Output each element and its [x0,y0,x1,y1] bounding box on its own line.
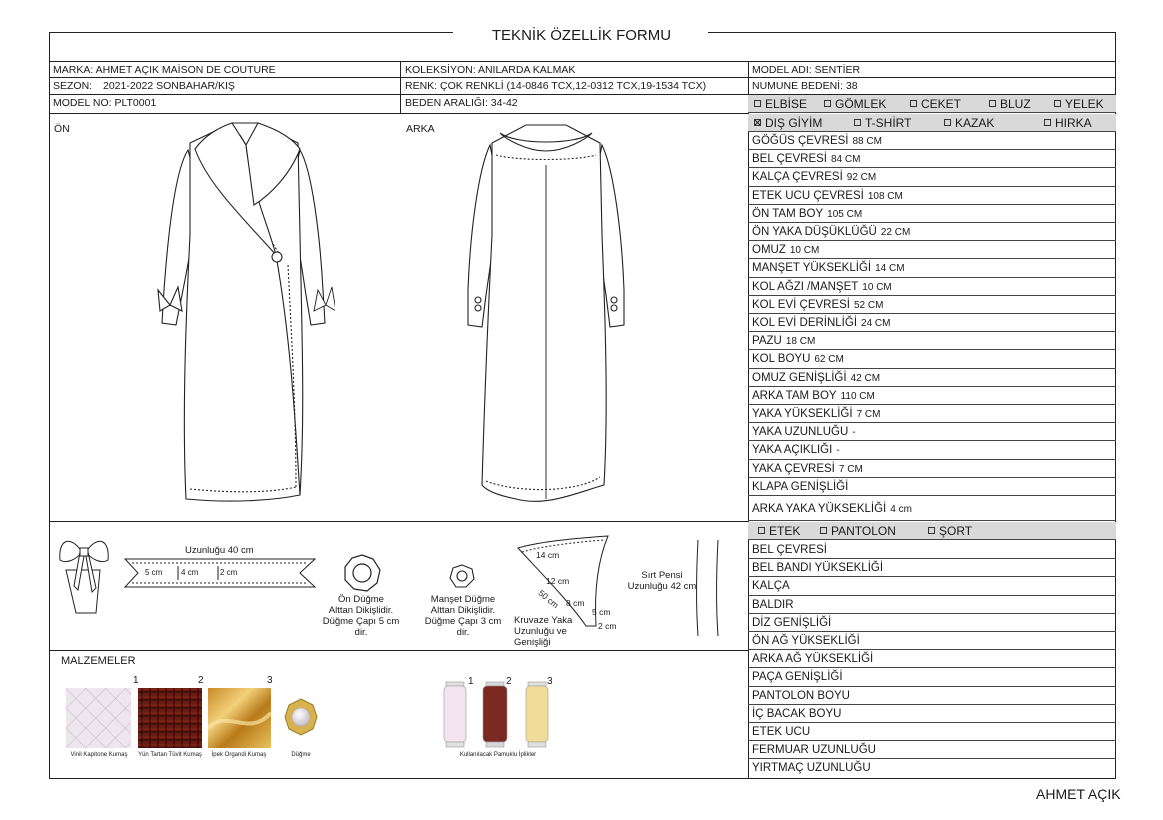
measurement-row[interactable]: KALÇA [748,577,1116,595]
bottom-type-etek[interactable]: ETEK [758,524,800,538]
front-view-label: ÖN [54,123,70,135]
measurement-row[interactable]: FERMUAR UZUNLUĞU [748,741,1116,759]
thread-spools [440,680,552,750]
outer-frame-top-left [49,32,453,33]
pearl-button-swatch [283,697,319,737]
details-top-line [49,521,749,522]
measurement-row[interactable]: ARKA YAKA YÜKSEKLİĞİ 4 cm [748,496,1116,521]
measurement-row[interactable]: YAKA UZUNLUĞU - [748,423,1116,441]
checkbox-icon [824,100,831,107]
garment-type-kazak[interactable]: KAZAK [944,116,994,130]
measurement-row[interactable]: BALDIR [748,596,1116,614]
measurement-row[interactable]: ARKA TAM BOY 110 CM [748,387,1116,405]
fabric-number-2: 2 [198,675,204,686]
front-button-sketch [342,553,382,593]
measurement-row[interactable]: PAZU 18 CM [748,332,1116,350]
button-label: Düğme [291,752,311,758]
brand-field: MARKA: AHMET AÇIK MAİSON DE COUTURE [53,64,276,76]
garment-type-yelek[interactable]: YELEK [1054,97,1104,111]
measurement-row[interactable]: BEL ÇEVRESİ [748,541,1116,559]
header-line-2 [49,77,1116,78]
quilted-fabric-swatch [66,688,131,748]
checkbox-icon [754,100,761,107]
garment-type-bluz[interactable]: BLUZ [989,97,1031,111]
bottom-type-sort[interactable]: ŞORT [928,524,972,538]
measurement-row[interactable]: DİZ GENİŞLİĞİ [748,614,1116,632]
measurement-row[interactable]: İÇ BACAK BOYU [748,705,1116,723]
measurement-row[interactable]: ETEK UCU [748,723,1116,741]
bow-detail-sketch [56,530,112,616]
collar-caption: Kruvaze Yaka Uzunluğu ve Genişliği [514,615,573,648]
garment-type-bar-2 [748,114,1116,132]
garment-type-gomlek[interactable]: GÖMLEK [824,97,886,111]
back-dart-sketch [690,538,730,638]
outer-frame-top-right [708,32,1116,33]
measurement-row[interactable]: BEL ÇEVRESİ 84 CM [748,150,1116,168]
measurement-row[interactable]: YAKA AÇIKLIĞI - [748,441,1116,459]
measurement-row[interactable]: PANTOLON BOYU [748,687,1116,705]
back-dart-note: Sırt Pensi Uzunluğu 42 cm [627,570,697,592]
checkbox-icon [910,100,917,107]
belt-mark-3: 2 cm [220,568,238,577]
header-line-1 [49,61,1116,62]
measurement-row[interactable]: ÖN YAKA DÜŞÜKLÜĞÜ 22 CM [748,223,1116,241]
materials-top-line [49,650,749,651]
collar-mark-4: 50 cm [536,587,561,611]
color-field: RENK: ÇOK RENKLİ (14-0846 TCX,12-0312 TCX,19-1534 TCX) [405,80,707,92]
checkbox-icon [758,527,765,534]
checkbox-icon [989,100,996,107]
thread-number-1: 1 [468,676,474,687]
season-field: SEZON: [53,80,93,92]
form-title: TEKNİK ÖZELLİK FORMU [491,27,672,44]
belt-length-label: Uzunluğu 40 cm [185,545,254,556]
measurement-row[interactable]: GÖĞÜS ÇEVRESİ 88 CM [748,132,1116,150]
measurement-row[interactable]: KALÇA ÇEVRESİ 92 CM [748,168,1116,186]
checkbox-icon [1044,119,1051,126]
bottom-type-pantolon[interactable]: PANTOLON [820,524,896,538]
belt-mark-1: 5 cm [145,568,163,577]
tartan-fabric-swatch [138,688,202,748]
measurement-row[interactable]: KOL AĞZI /MANŞET 10 CM [748,278,1116,296]
garment-type-ceket[interactable]: CEKET [910,97,961,111]
checked-box-icon [754,119,761,126]
measurement-row[interactable]: YAKA YÜKSEKLİĞİ 7 CM [748,405,1116,423]
garment-type-hirka[interactable]: HIRKA [1044,116,1092,130]
fabric-label-3: İpek Organdi Kumaş [211,752,267,758]
front-coat-sketch [150,115,335,510]
season-value: 2021-2022 SONBAHAR/KIŞ [103,80,235,92]
measurement-row[interactable]: MANŞET YÜKSEKLİĞİ 14 CM [748,259,1116,277]
measurement-row[interactable]: KOL BOYU 62 CM [748,350,1116,368]
garment-type-tshirt[interactable]: T-SHİRT [854,116,911,130]
measurement-row[interactable]: YIRTMAÇ UZUNLUĞU [752,762,871,775]
model-no-field: MODEL NO: PLT0001 [53,97,157,109]
measurement-row[interactable]: OMUZ GENİŞLİĞİ 42 CM [748,369,1116,387]
measurement-row[interactable]: ARKA AĞ YÜKSEKLİĞİ [748,650,1116,668]
measurement-row[interactable]: BEL BANDI YÜKSEKLİĞİ [748,559,1116,577]
cuff-button-note: Manşet Düğme Alttan Dikişlidir. Düğme Çapı 3 cm dir. [424,594,502,638]
garment-type-bar-1 [748,95,1116,113]
thread-number-2: 2 [506,676,512,687]
measurement-row[interactable]: OMUZ 10 CM [748,241,1116,259]
thread-number-3: 3 [547,676,553,687]
collar-mark-2: 12 cm [546,576,570,586]
thread-label: Kullanılacak Pamuklu İplikler [459,752,537,758]
measurement-row[interactable]: KOL EVİ ÇEVRESİ 52 CM [748,296,1116,314]
collection-field: KOLEKSİYON: ANILARDA KALMAK [405,64,576,76]
measurement-row[interactable]: YAKA ÇEVRESİ 7 CM [748,460,1116,478]
measurement-row[interactable]: ETEK UCU ÇEVRESİ 108 CM [748,187,1116,205]
measurement-row[interactable]: ÖN TAM BOY 105 CM [748,205,1116,223]
measurement-row[interactable]: KLAPA GENİŞLİĞİ [748,478,1116,496]
checkbox-icon [928,527,935,534]
collar-mark-1: 14 cm [536,550,560,560]
outer-frame-left [49,32,50,779]
checkbox-icon [854,119,861,126]
garment-type-elbise[interactable]: ELBİSE [754,97,807,111]
measurement-row[interactable]: ÖN AĞ YÜKSEKLİĞİ [748,632,1116,650]
size-range-field: BEDEN ARALIĞI: 34-42 [405,97,518,109]
cuff-button-sketch [448,563,476,589]
belt-mark-2: 4 cm [181,568,199,577]
garment-type-dis-giyim[interactable]: DIŞ GİYİM [754,116,822,130]
fabric-label-1: Vinil Kapitone Kumaş [70,752,128,758]
materials-title: MALZEMELER [61,655,136,667]
checkbox-icon [820,527,827,534]
collar-mark-6: 2 cm [598,621,617,631]
outer-frame-bottom [49,778,1116,779]
checkbox-icon [944,119,951,126]
header-line-4 [49,113,749,114]
header-vline-1 [400,61,401,113]
designer-signature: AHMET AÇIK [1036,786,1121,802]
back-coat-sketch [456,115,636,510]
back-view-label: ARKA [406,123,435,135]
fabric-label-2: Yün Tartan Tüvit Kumaş [138,752,202,758]
organdy-fabric-swatch [208,688,271,748]
collar-mark-3: 8 cm [566,598,585,608]
model-name-field: MODEL ADI: SENTİER [752,64,861,76]
fabric-number-1: 1 [133,675,139,686]
collar-mark-5: 5 cm [592,607,611,617]
bottom-type-bar [748,522,1116,540]
measurement-row[interactable]: PAÇA GENİŞLİĞİ [748,668,1116,686]
sample-size-field: NUMUNE BEDENİ: 38 [752,80,858,92]
checkbox-icon [1054,100,1061,107]
fabric-number-3: 3 [267,675,273,686]
measurement-row[interactable]: KOL EVİ DERİNLİĞİ 24 CM [748,314,1116,332]
front-button-note: Ön Düğme Alttan Dikişlidir. Düğme Çapı 5 cm dir. [322,594,400,638]
